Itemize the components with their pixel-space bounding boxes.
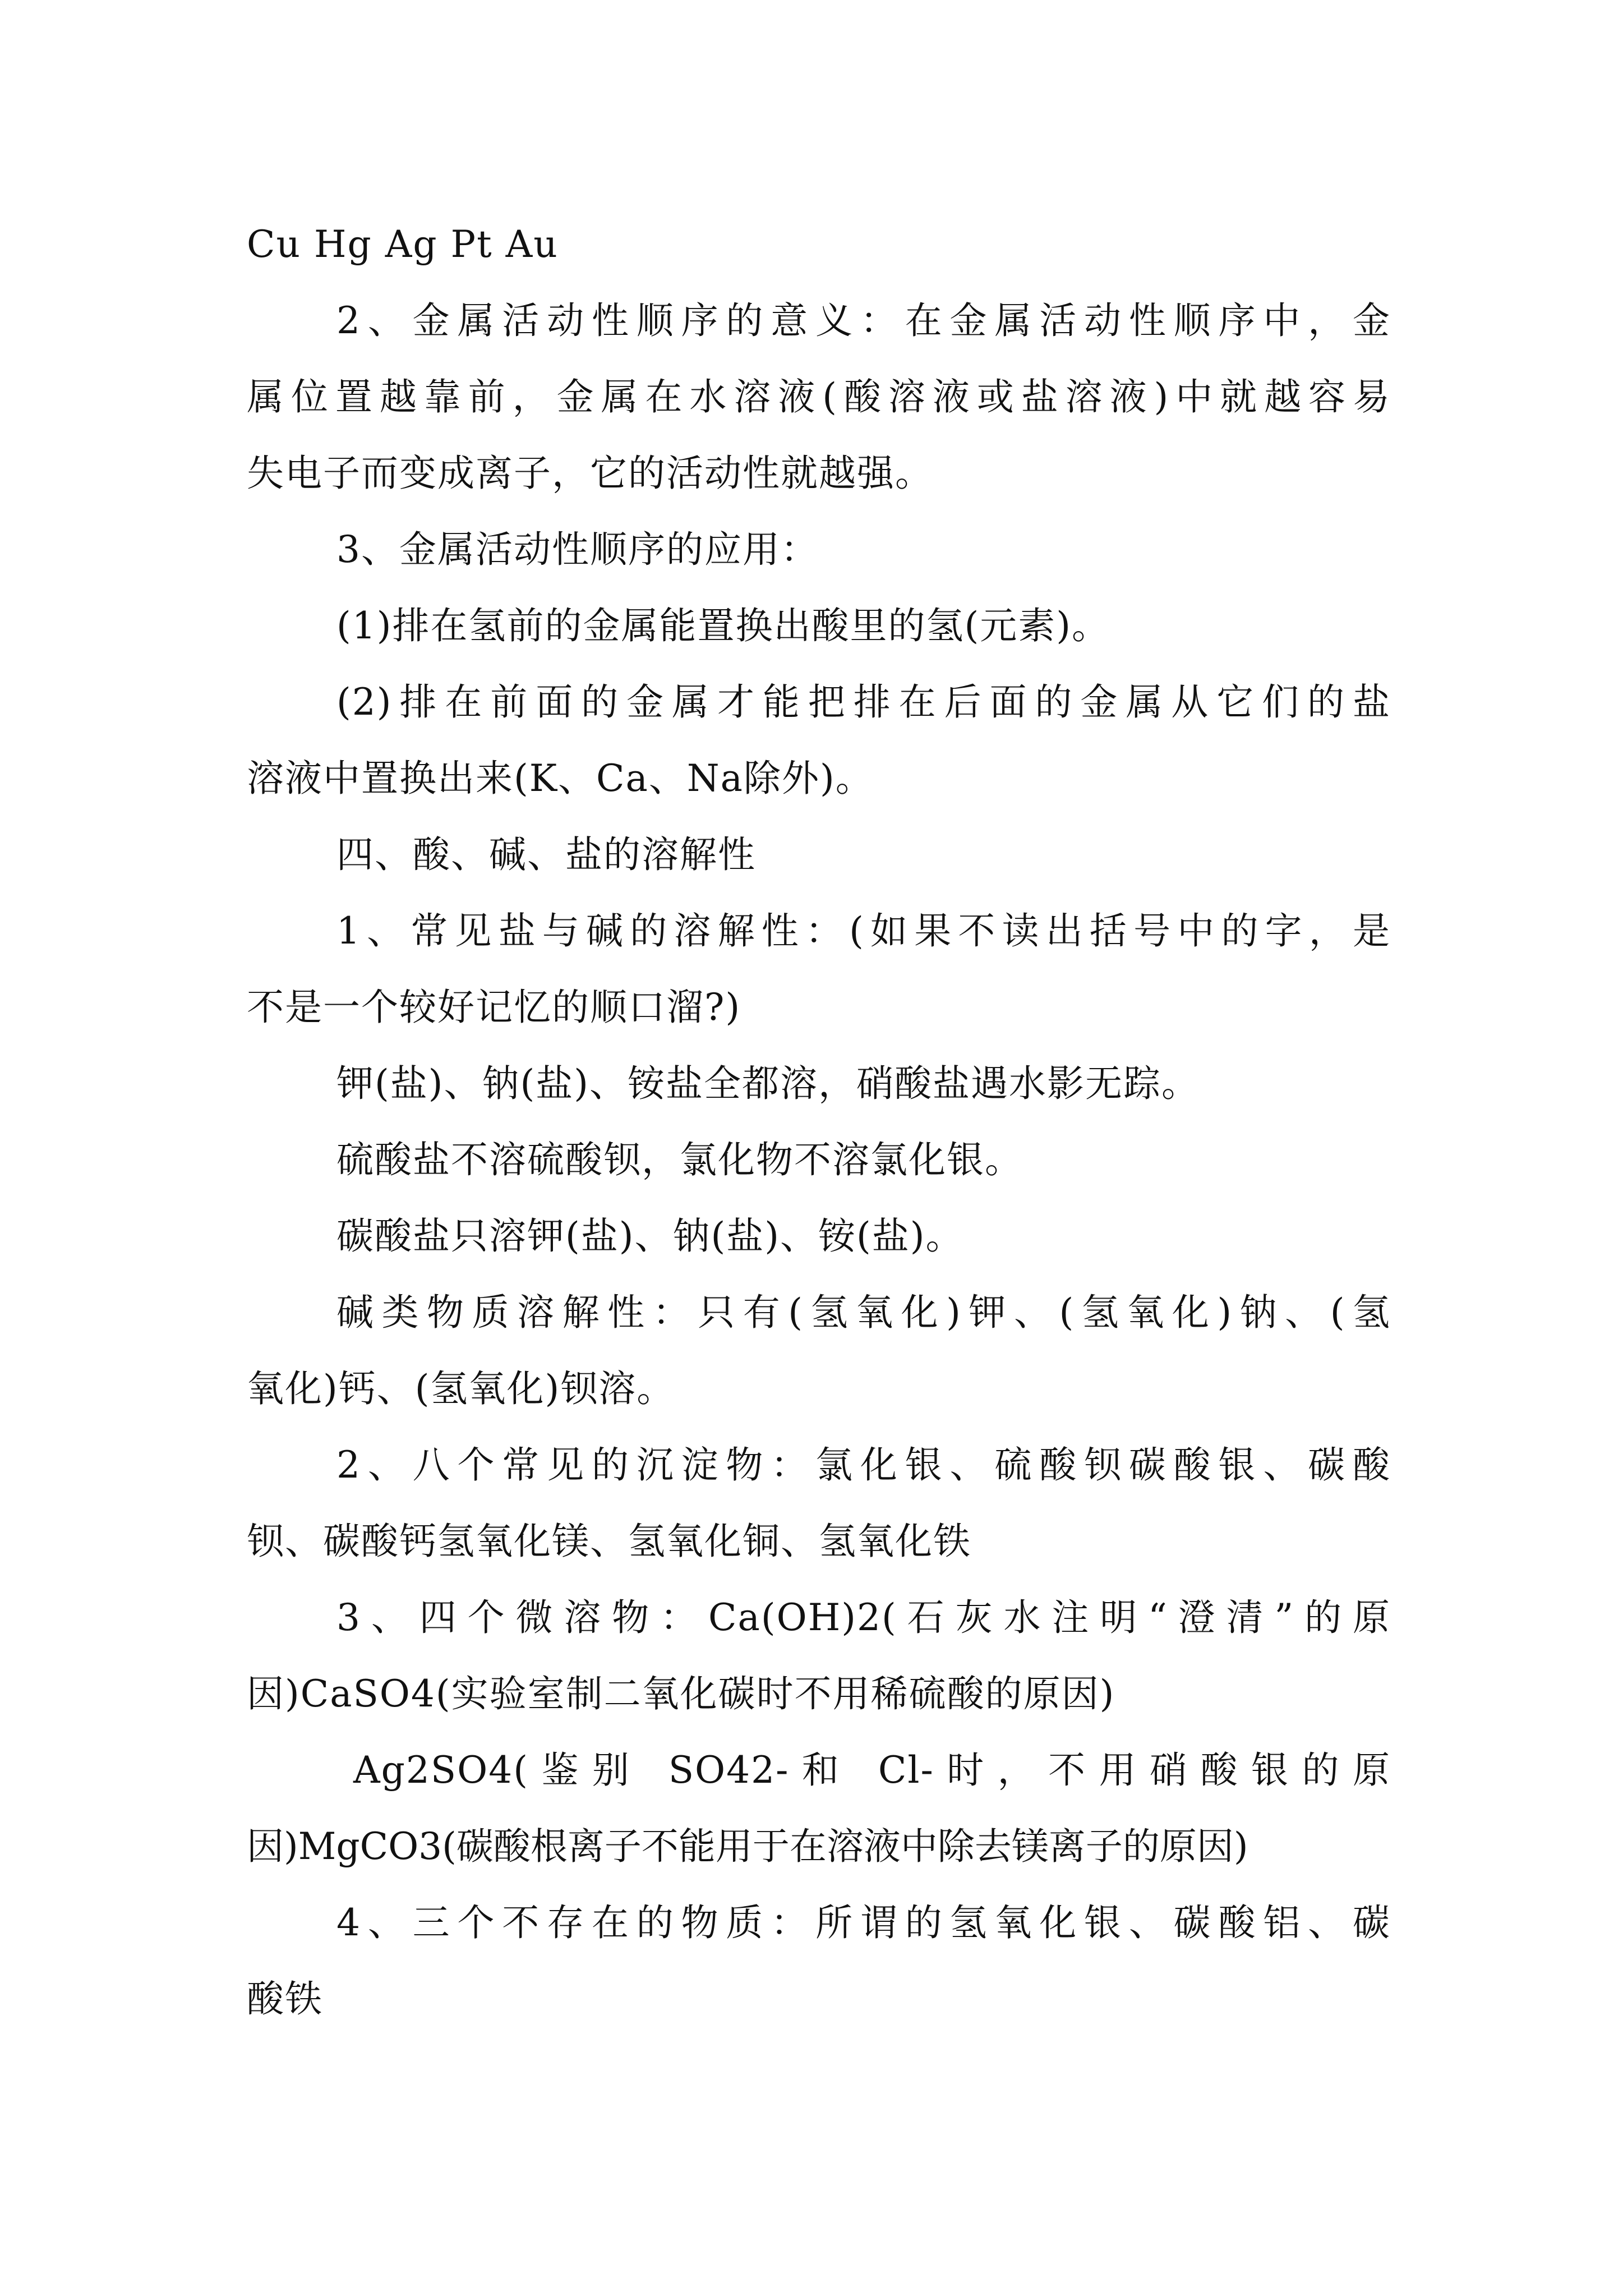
text-line: 属位置越靠前，金属在水溶液(酸溶液或盐溶液)中就越容易: [247, 375, 1391, 418]
text-line: (1)排在氢前的金属能置换出酸里的氢(元素)。: [336, 604, 1110, 647]
text-line: 2、八个常见的沉淀物：氯化银、硫酸钡碳酸银、碳酸: [336, 1443, 1391, 1487]
text-line: Ag2SO4(鉴别 SO42-和 Cl-时，不用硝酸银的原: [353, 1749, 1391, 1792]
rhyme-line: 钾(盐)、钠(盐)、铵盐全都溶，硝酸盐遇水影无踪。: [336, 1062, 1200, 1105]
text-line: 失电子而变成离子，它的活动性就越强。: [247, 452, 933, 495]
text-line: 氧化)钙、(氢氧化)钡溶。: [247, 1367, 675, 1410]
text-line-metals: Cu Hg Ag Pt Au: [247, 223, 559, 266]
section-heading: 四、酸、碱、盐的溶解性: [336, 833, 756, 876]
text-line: 碱类物质溶解性：只有(氢氧化)钾、(氢氧化)钠、(氢: [336, 1291, 1391, 1334]
text-line: (2)排在前面的金属才能把排在后面的金属从它们的盐: [336, 680, 1391, 724]
rhyme-line: 硫酸盐不溶硫酸钡，氯化物不溶氯化银。: [336, 1138, 1023, 1181]
text-line: 因)MgCO3(碳酸根离子不能用于在溶液中除去镁离子的原因): [247, 1825, 1248, 1868]
rhyme-line: 碳酸盐只溶钾(盐)、钠(盐)、铵(盐)。: [336, 1214, 964, 1258]
text-line: 不是一个较好记忆的顺口溜?): [247, 986, 741, 1029]
text-line: 酸铁: [247, 1977, 323, 2021]
text-line: 3、金属活动性顺序的应用：: [336, 528, 819, 571]
text-line: 4、三个不存在的物质：所谓的氢氧化银、碳酸铝、碳: [336, 1901, 1391, 1944]
text-line: 因)CaSO4(实验室制二氧化碳时不用稀硫酸的原因): [247, 1672, 1115, 1715]
text-line: 钡、碳酸钙氢氧化镁、氢氧化铜、氢氧化铁: [247, 1520, 971, 1563]
text-line: 溶液中置换出来(K、Ca、Na除外)。: [247, 757, 874, 800]
text-line: 3、四个微溶物：Ca(OH)2(石灰水注明“澄清”的原: [336, 1596, 1391, 1639]
text-line: 1、常见盐与碱的溶解性：(如果不读出括号中的字，是: [336, 909, 1391, 953]
text-line: 2、金属活动性顺序的意义：在金属活动性顺序中，金: [336, 299, 1391, 342]
